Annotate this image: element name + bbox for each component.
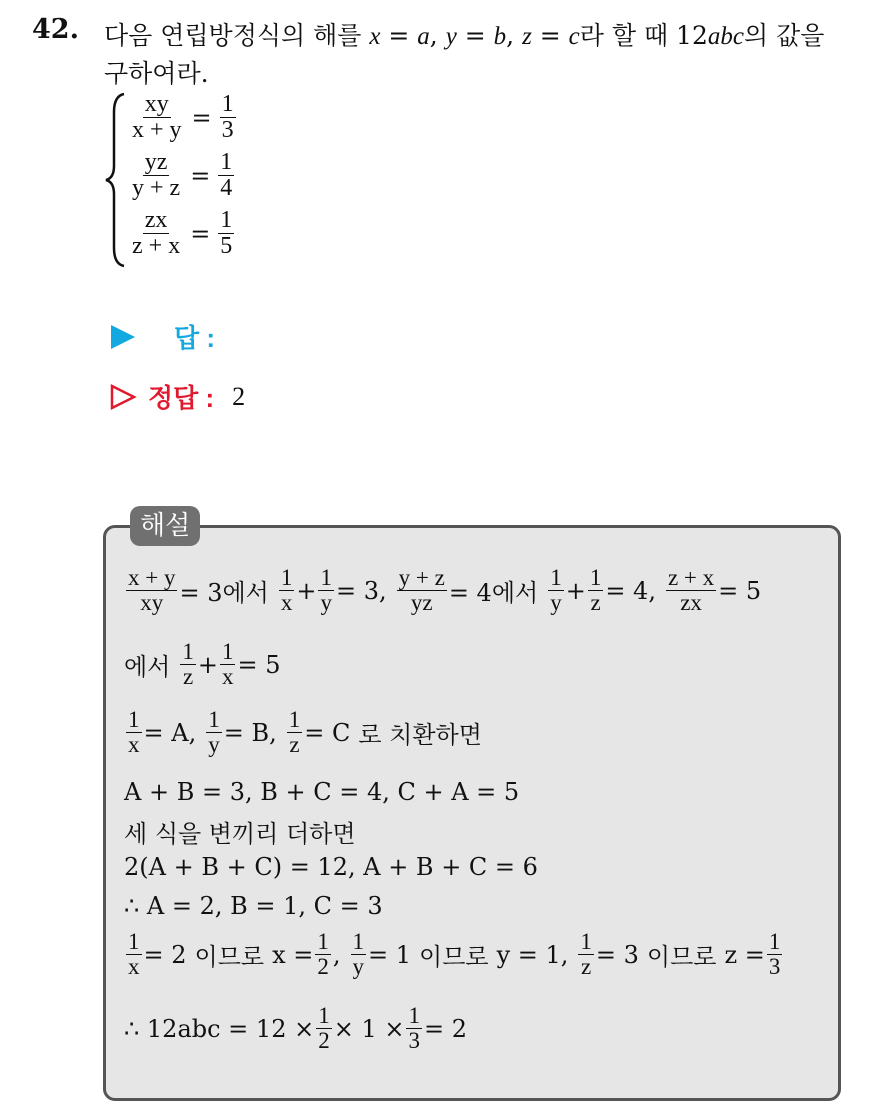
play-triangle-icon xyxy=(108,322,138,352)
solution-line-1: $\frac{x + y}{xy}$ = 3에서 $\frac{1}{x}$ + $\frac{1}{y}$ = 3, $\frac{y + z}{yz}$ = 4에서 $\frac{1}{y}$ + $\frac{1}{z}$ = 4, $\frac{z + x}{zx}$ = 5 xyxy=(128,565,762,616)
equation-1: $\frac{xy}{x + y}$ = $\frac{1}{3}$ xyxy=(132,91,234,144)
correct-answer-row xyxy=(108,378,245,415)
problem-text-line2: 구하여라. xyxy=(104,59,209,88)
equation-2: $\frac{yz}{y + z}$ = $\frac{1}{4}$ xyxy=(132,149,233,202)
equation-3: $\frac{zx}{z + x}$ = $\frac{1}{5}$ xyxy=(132,207,233,260)
solution-line-7: ∴ A = 2, B = 1, C = 3 xyxy=(124,892,383,920)
problem-text-line1: 다음 연립방정식의 해를 x = a, y = b, z = c라 할 때 12abc의 값을 xyxy=(104,21,825,50)
solution-tag: 해설 xyxy=(130,506,200,546)
answer-row xyxy=(108,318,215,355)
problem-number: 42. xyxy=(32,14,79,45)
left-brace xyxy=(104,92,126,268)
solution-line-3: $\frac{1}{x}$ = A, $\frac{1}{y}$ = B, $\frac{1}{z}$ = C 로 치환하면 xyxy=(128,707,482,758)
equation-system xyxy=(104,92,254,270)
solution-line-5: 세 식을 변끼리 더하면 xyxy=(124,820,356,848)
outline-triangle-icon xyxy=(108,382,138,412)
solution-line-8: $\frac{1}{x}$ = 2 이므로 x = $\frac{1}{2}$ , $\frac{1}{y}$ = 1 이므로 y = 1, $\frac{1}{z}$ = 3 이므로 z = $\frac{1}{3}$ xyxy=(128,929,781,980)
solution-line-6: 2(A + B + C) = 12, A + B + C = 6 xyxy=(124,853,538,881)
correct-answer-value: 2 xyxy=(232,381,246,411)
correct-answer-label: 정답 : xyxy=(148,383,215,413)
solution-line-9: ∴ 12abc = 12 × $\frac{1}{2}$ × 1 × $\frac{1}{3}$ = 2 xyxy=(124,1003,467,1054)
solution-line-2: 에서 $\frac{1}{z}$ + $\frac{1}{x}$ = 5 xyxy=(124,639,281,690)
solution-line-4: A + B = 3, B + C = 4, C + A = 5 xyxy=(124,778,520,806)
answer-label: 답 : xyxy=(174,323,215,353)
